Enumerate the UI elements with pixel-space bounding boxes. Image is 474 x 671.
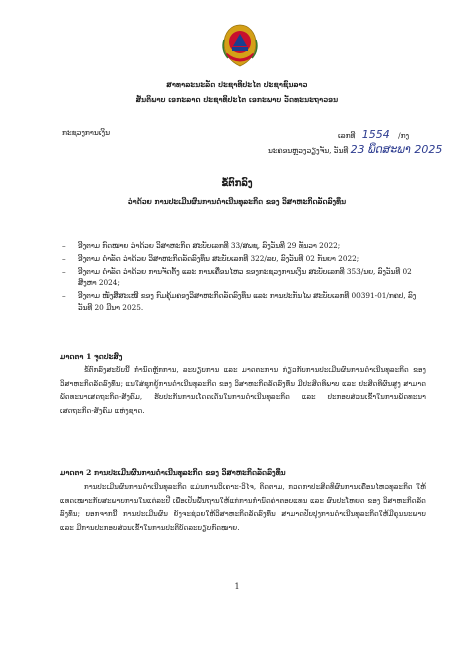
reference-item: – ອີງຕາມ ກົດໝາຍ ວ່າດ້ວຍ ວິສາຫະກິດ ສະບັບເລກທີ 33/ສພຊ, ລົງວັນທີ 29 ທັນວາ 2022; (60, 240, 425, 251)
document-number-suffix: /ກງ (398, 131, 410, 140)
article-1-heading: ມາດຕາ 1 ຈຸດປະສົງ (60, 352, 123, 361)
article-2-heading: ມາດຕາ 2 ການປະເມີນຜົນການດຳເນີນທຸລະກິດ ຂອງ ວິສາຫະກິດລັດລົງທຶນ (60, 468, 286, 477)
legal-references (60, 240, 425, 315)
date-prefix: ນະຄອນຫຼວງວຽງຈັນ, ວັນທີ (268, 146, 349, 155)
national-emblem-icon (218, 22, 262, 70)
document-date (268, 143, 442, 156)
page-number: 1 (234, 582, 240, 591)
reference-item: – ອີງຕາມ ໜັງສືສະເໜີ ຂອງ ກົມຄຸ້ມຄອງວິສາຫະກິດລັດລົງທຶນ ແລະ ການປະກັນໄພ ສະບັບເລກທີ 00391-01/ກຄປ, ລົງວັນທີ 20 ມີນາ 2025. (60, 290, 425, 313)
document-title: ຂໍ້ຕົກລົງ (221, 178, 253, 189)
document-number (338, 128, 409, 141)
reference-item: – ອີງຕາມ ດຳລັດ ວ່າດ້ວຍ ການຈັດຕັ້ງ ແລະ ການເຄື່ອນໄຫວ ຂອງກະຊວງການເງິນ ສະບັບເລກທີ 353/ນຍ, ລົງວັນທີ 02 ສິງຫາ 2024; (60, 266, 425, 289)
issuing-ministry: ກະຊວງການເງິນ (62, 128, 110, 137)
reference-item: – ອີງຕາມ ດຳລັດ ວ່າດ້ວຍ ວິສາຫະກິດລັດລົງທຶນ ສະບັບເລກທີ 322/ລບ, ລົງວັນທີ 02 ກັນຍາ 2022; (60, 253, 425, 264)
country-name: ສາທາລະນະລັດ ປະຊາທິປະໄຕ ປະຊາຊົນລາວ (166, 80, 308, 89)
document-number-value: 1554 (361, 128, 390, 141)
national-motto: ສັນຕິພາບ ເອກະລາດ ປະຊາທິປະໄຕ ເອກະພາບ ວັດທະນະຖາວອນ (135, 95, 339, 104)
date-value: 23 ພຶດສະພາ 2025 (350, 143, 443, 156)
document-number-label: ເລກທີ (338, 131, 356, 140)
document-subtitle: ວ່າດ້ວຍ ການປະເມີນຜົນການດຳເນີນທຸລະກິດ ຂອງ ວິສາຫະກິດລັດລົງທຶນ (127, 197, 347, 206)
article-1-body: ຂໍ້ຕົກລົງສະບັບນີ້ ກຳນົດຫຼັກການ, ລະບຽບການ ແລະ ມາດຕະການ ກ່ຽວກັບການປະເມີນຜົນການດຳເນີນທຸລະກິດ ຂອງ ວິສາຫະກິດລັດລົງທຶນ; ແນໃສ່ຊຸກຍູ້ການດຳເນີນທຸລະກິດ ຂອງ ວິສາຫະກິດລັດລົງທຶນ ມີປະສິດທິພາບ ແລະ ປະສິດທິຜົນສູງ ສາມາດພັດທະນາເສດຖະກິດ-ສັງຄົມ, ຮັບປະກັນການເໂດດເດັ່ນໃນການດຳເນີນທຸລະກິດ ແລະ ປະກອບສ່ວນເຂົ້າໃນການພັດທະນາເສດຖະກິດ-ສັງຄົມ ແຫ່ງຊາດ. (60, 365, 426, 415)
article-2-body: ການປະເມີນຜົນການດຳເນີນທຸລະກິດ ແມ່ນການວິເຄາະ-ວິໄຈ, ຕິດຕາມ, ກວດກາປະສິດທິຜົນການເຄື່ອນໄຫວທຸລະກິດ ໃຫ້ແທດເໝາະກັບສະພາບການໃນແຕ່ລະປີ ເພື່ອເປັນພື້ນຖານໃຫ້ແກ່ການກຳນົດຄ່າຕອບແທນ ແລະ ຜົນປະໂຫຍດ ຂອງ ວິສາຫະກິດລັດລົງທຶນ; ບອກຈາກນີ້ ການປະເມີນຜົນ ຍັງຈະຊ່ວຍໃຫ້ວິສາຫະກິດລັດລົງທຶນ ສາມາດປັບປຸງການດຳເນີນທຸລະກິດໃຫ້ມີຄຸນນະພາບ ແລະ ມີການປະກອບສ່ວນເຂົ້າໃນການປະຕິບັດລະບຽບກົດໝາຍ. (60, 482, 426, 532)
